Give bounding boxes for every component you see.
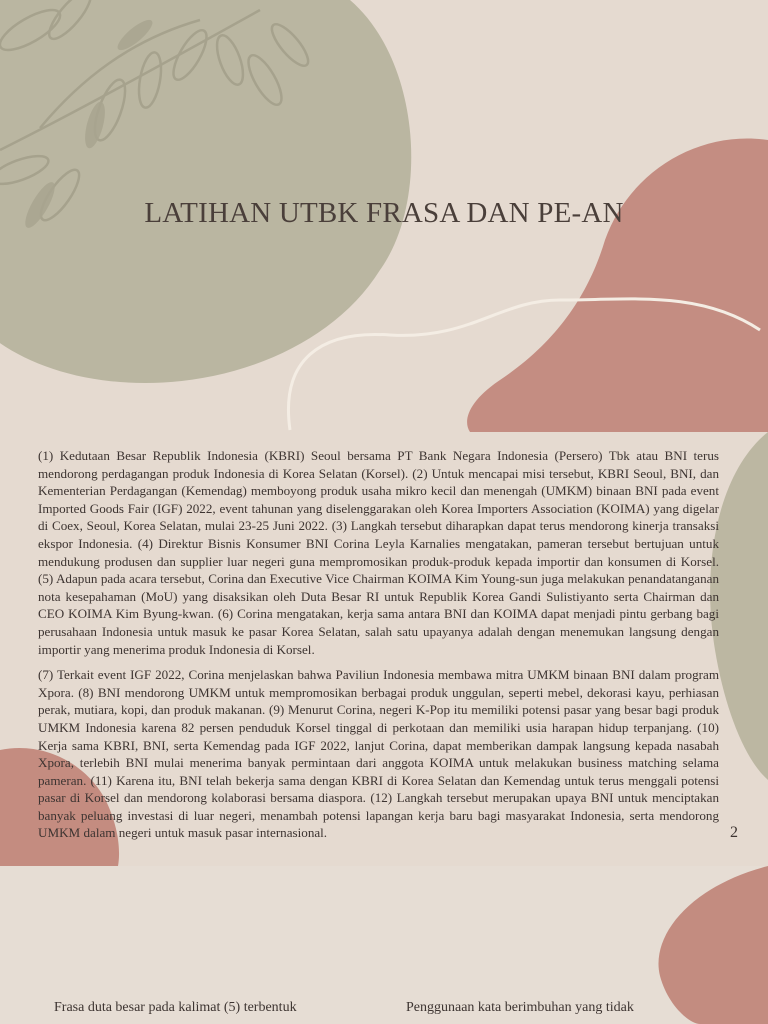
slide-title: LATIHAN UTBK FRASA DAN PE-AN: [144, 197, 624, 229]
passage-text: [38, 447, 719, 850]
passage-paragraph-2: (7) Terkait event IGF 2022, Corina menjelaskan bahwa Paviliun Indonesia membawa mitra UMKM binaan BNI dalam program Xpora. (8) BNI mendorong UMKM untuk mempromosikan berbagai produk unggulan, seperti mebel, dekorasi kayu, perhiasan perak, mutiara, kopi, dan produk makanan. (9) Menurut Corina, negeri K-Pop itu memiliki potensi pasar yang besar bagi produk UMKM Indonesia karena 82 persen penduduk Korsel tinggal di perkotaan dan memiliki usia harapan hidup terpanjang. (10) Kerja sama KBRI, BNI, serta Kemendag pada IGF 2022, lanjut Corina, dapat memberikan dampak langsung kepada nasabah Xpora, terlebih BNI mulai menerima banyak permintaan dari anggota KOIMA untuk melakukan business matching selama pameran. (11) Karena itu, BNI telah bekerja sama dengan KBRI di Korea Selatan dan Kemendag untuk terus menggali potensi pasar di Korsel dan mendorong kolaborasi bersama diaspora. (12) Langkah tersebut merupakan upaya BNI untuk menciptakan banyak peluang investasi di luar negeri, menambah potensi lapangan kerja baru bagi masyarakat Indonesia, serta mendorong UMKM dalam negeri untuk masuk pasar internasional.: [38, 667, 719, 841]
next-slide-page: [0, 866, 768, 1024]
page-number: 2: [730, 824, 738, 841]
right-question-text: Penggunaan kata berimbuhan yang tidak: [406, 1000, 634, 1015]
rose-blob-shape: [467, 138, 768, 432]
passage-paragraph-1: (1) Kedutaan Besar Republik Indonesia (KBRI) Seoul bersama PT Bank Negara Indonesia (Persero) Tbk atau BNI terus mendorong perdagangan produk Indonesia di Korea Selatan (Korsel). (2) Untuk mencapai misi tersebut, KBRI Seoul, BNI, dan Kementerian Perdagangan (Kemendag) memboyong produk usaha mikro kecil dan menengah (UMKM) binaan BNI pada event Imported Goods Fair (IGF) 2022, event tahunan yang diselenggarakan oleh Korea Importers Association (KOIMA) yang digelar di Coex, Seoul, Korea Selatan, mulai 23-25 Juni 2022. (3) Langkah tersebut diharapkan dapat terus mendorong kinerja transaksi ekspor Indonesia. (4) Direktur Bisnis Konsumer BNI Corina Leyla Karnalies mengatakan, pameran tersebut bertujuan untuk mendukung produsen dan supplier luar negeri guna mempromosikan produk-produk kepada importir dan konsumen di Korsel. (5) Adapun pada acara tersebut, Corina dan Executive Vice Chairman KOIMA Kim Young-sun juga melakukan penandatanganan nota kesepahaman (MoU) yang disaksikan oleh Duta Besar RI untuk Republik Korea Gandi Sulistiyanto serta Chairman dan CEO KOIMA Kim Byung-kwan. (6) Corina mengatakan, kerja sama antara BNI dan KOIMA dapat menjadi pintu gerbang bagi perusahaan Indonesia untuk masuk ke pasar Korea Selatan, salah satu upayanya adalah dengan menemukan langsung dengan importir yang menerima produk Indonesia di Korsel.: [38, 448, 719, 657]
sage-blob-shape: [0, 0, 411, 383]
left-question-text: Frasa duta besar pada kalimat (5) terbentuk: [54, 1000, 297, 1015]
